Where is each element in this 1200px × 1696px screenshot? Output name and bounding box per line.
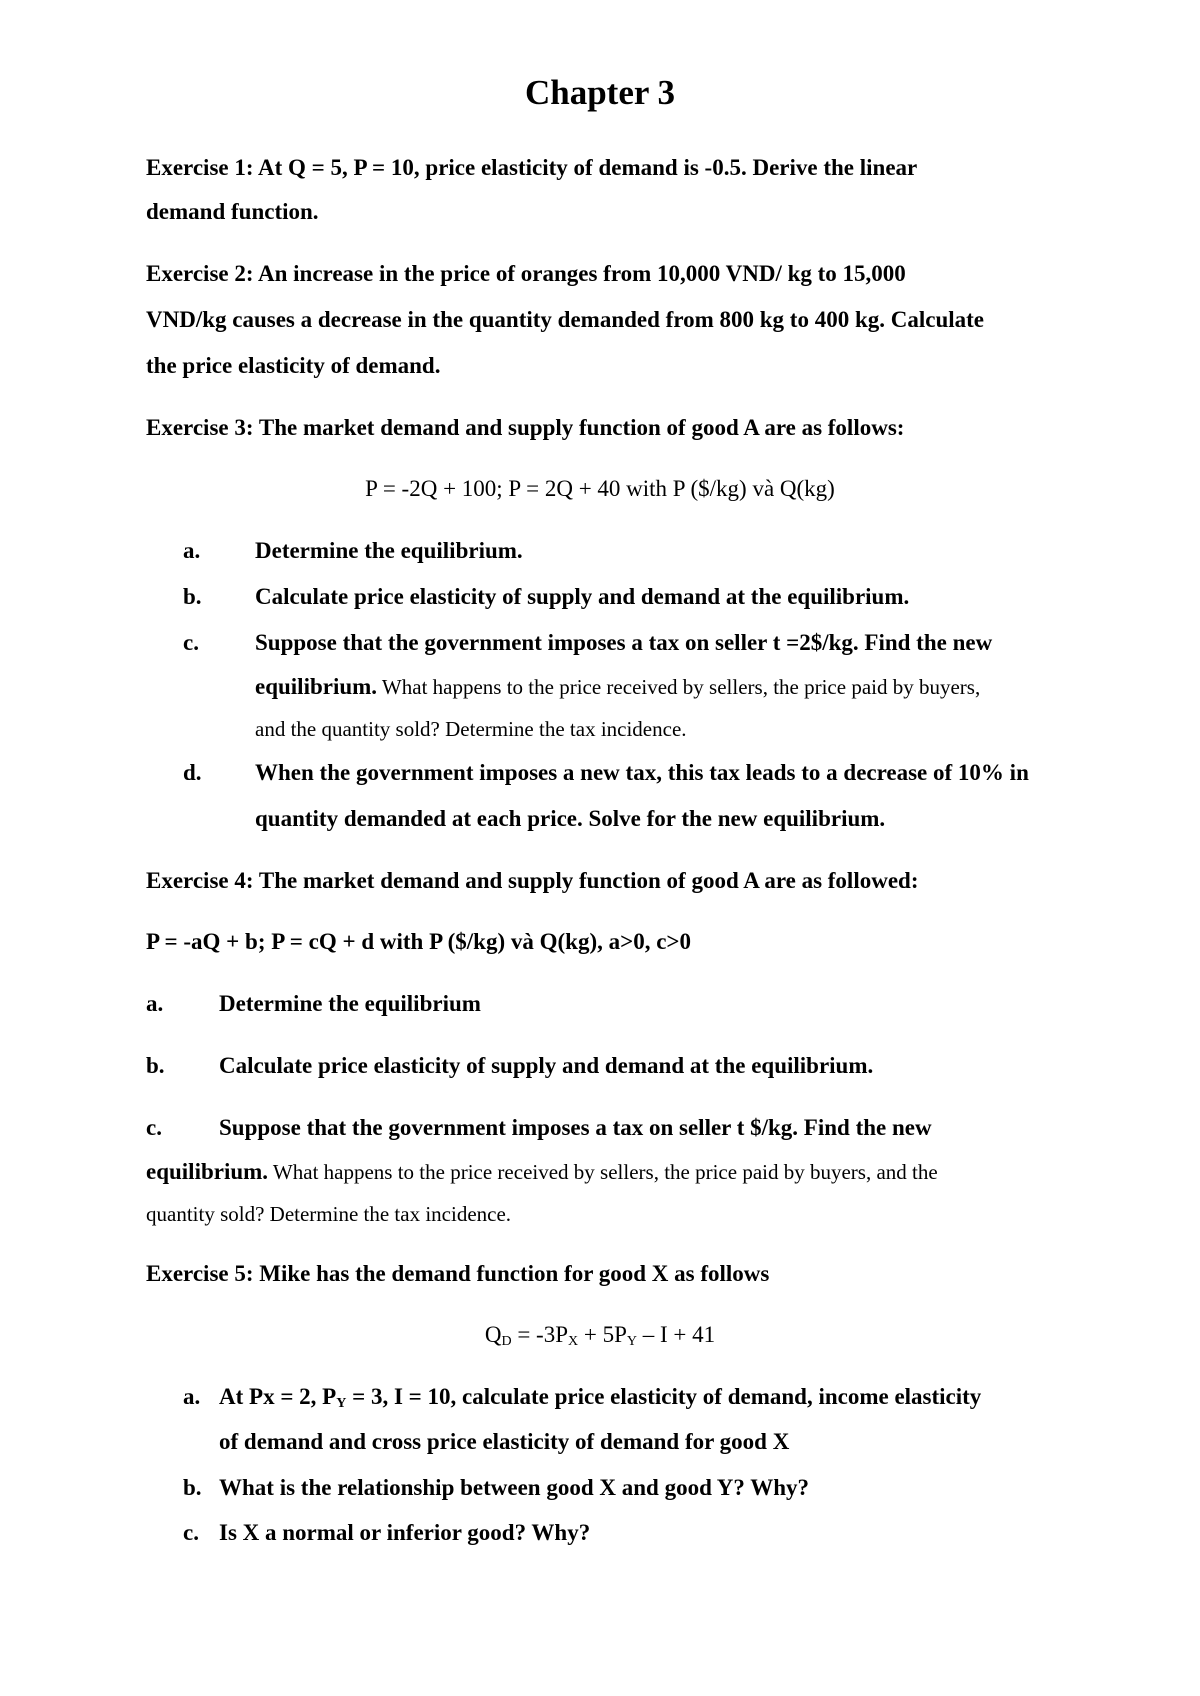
exercise-2-text: An increase in the price of oranges from 10,000 VND/ kg to 15,000 [253,261,906,286]
exercise-5-intro-text: Mike has the demand function for good X as follows [253,1261,770,1286]
exercise-4-item-c-cont [146,1157,938,1187]
exercise-3-item-c: Suppose that the government imposes a tax on seller t =2$/kg. Find the new [255,630,993,655]
exercise-3-item-c-bold: equilibrium. [255,674,378,699]
exercise-4-intro-text: The market demand and supply function of good A are as followed: [253,868,919,893]
exercise-4-item-c-letter: c. [146,1115,162,1140]
exercise-5-item-c-letter: c. [183,1520,199,1545]
exercise-3-intro-text: The market demand and supply function of good A are as follows: [253,415,905,440]
exercise-3-intro [146,413,904,443]
exercise-5-label: Exercise 5: [146,1261,254,1286]
exercise-4-item-c-bold: equilibrium. [146,1159,269,1184]
exercise-3-item-a-letter: a. [183,538,201,563]
exercise-4-item-b: Calculate price elasticity of supply and demand at the equilibrium. [219,1053,874,1078]
exercise-4-item-a-letter: a. [146,991,164,1016]
exercise-4-item-c: Suppose that the government imposes a tax on seller t $/kg. Find the new [219,1115,932,1140]
exercise-1-text: At Q = 5, P = 10, price elasticity of demand is -0.5. Derive the linear [253,155,918,180]
exercise-3-item-c-thin: What happens to the price received by sellers, the price paid by buyers, [377,675,981,699]
exercise-3-item-d-cont: quantity demanded at each price. Solve for the new equilibrium. [255,806,886,831]
exercise-3-item-c-letter: c. [183,630,199,655]
exercise-4-label: Exercise 4: [146,868,254,893]
exercise-4-item-c-cont2-text: quantity sold? Determine the tax incidence. [146,1202,512,1226]
exercise-5-item-b-letter: b. [183,1475,202,1500]
exercise-2-line-3: the price elasticity of demand. [146,353,441,378]
equation-p2-sub: Y [626,1334,638,1349]
exercise-3-item-d-letter: d. [183,760,202,785]
exercise-1-line-1 [146,153,917,183]
exercise-4-item-c-thin: What happens to the price received by sellers, the price paid by buyers, and the [268,1160,938,1184]
exercise-1-line-2: demand function. [146,199,319,224]
exercise-4-item-a: Determine the equilibrium [219,991,481,1016]
exercise-4-equation: P = -aQ + b; P = cQ + d with P ($/kg) và Q(kg), a>0, c>0 [146,929,692,954]
exercise-3-item-c-cont2-text: and the quantity sold? Determine the tax incidence. [255,717,687,741]
exercise-4-item-c-cont2 [146,1199,511,1229]
exercise-5-item-a-text: At Px = 2, P [219,1384,337,1409]
exercise-4-item-b-letter: b. [146,1053,165,1078]
page-title: Chapter 3 [524,73,676,112]
exercise-5-item-a-cont: of demand and cross price elasticity of demand for good X [219,1429,790,1454]
exercise-3-item-d: When the government imposes a new tax, this tax leads to a decrease of 10% in [255,760,1029,785]
equation-p1-sub: X [568,1334,579,1349]
equation-p2: + 5P [578,1322,627,1347]
exercise-3-label: Exercise 3: [146,415,254,440]
exercise-3-item-b-letter: b. [183,584,202,609]
equation-q-sub: D [501,1334,512,1349]
equation-p3: – I + 41 [637,1322,716,1347]
exercise-2-label: Exercise 2: [146,261,254,286]
exercise-2-line-1 [146,259,906,289]
exercise-1-label: Exercise 1: [146,155,254,180]
exercise-3-equation: P = -2Q + 100; P = 2Q + 40 with P ($/kg) và Q(kg) [365,476,835,501]
exercise-5-intro [146,1259,769,1289]
exercise-4-intro [146,866,918,896]
exercise-5-equation [0,1320,1200,1357]
exercise-3-item-b: Calculate price elasticity of supply and demand at the equilibrium. [255,584,910,609]
exercise-5-item-a-letter: a. [183,1384,201,1409]
exercise-3-item-a: Determine the equilibrium. [255,538,523,563]
exercise-5-item-a-sub: Y [336,1396,347,1411]
exercise-3-item-c-cont [255,672,980,702]
exercise-5-item-a [219,1382,981,1419]
exercise-3-item-c-cont2 [255,714,687,744]
exercise-2-line-2: VND/kg causes a decrease in the quantity demanded from 800 kg to 400 kg. Calculate [146,307,985,332]
exercise-5-item-a-text2: = 3, I = 10, calculate price elasticity of demand, income elasticity [346,1384,982,1409]
exercise-5-item-c: Is X a normal or inferior good? Why? [219,1520,591,1545]
equation-p1: = -3P [511,1322,568,1347]
equation-q: Q [484,1322,502,1347]
exercise-5-item-b: What is the relationship between good X and good Y? Why? [219,1475,809,1500]
